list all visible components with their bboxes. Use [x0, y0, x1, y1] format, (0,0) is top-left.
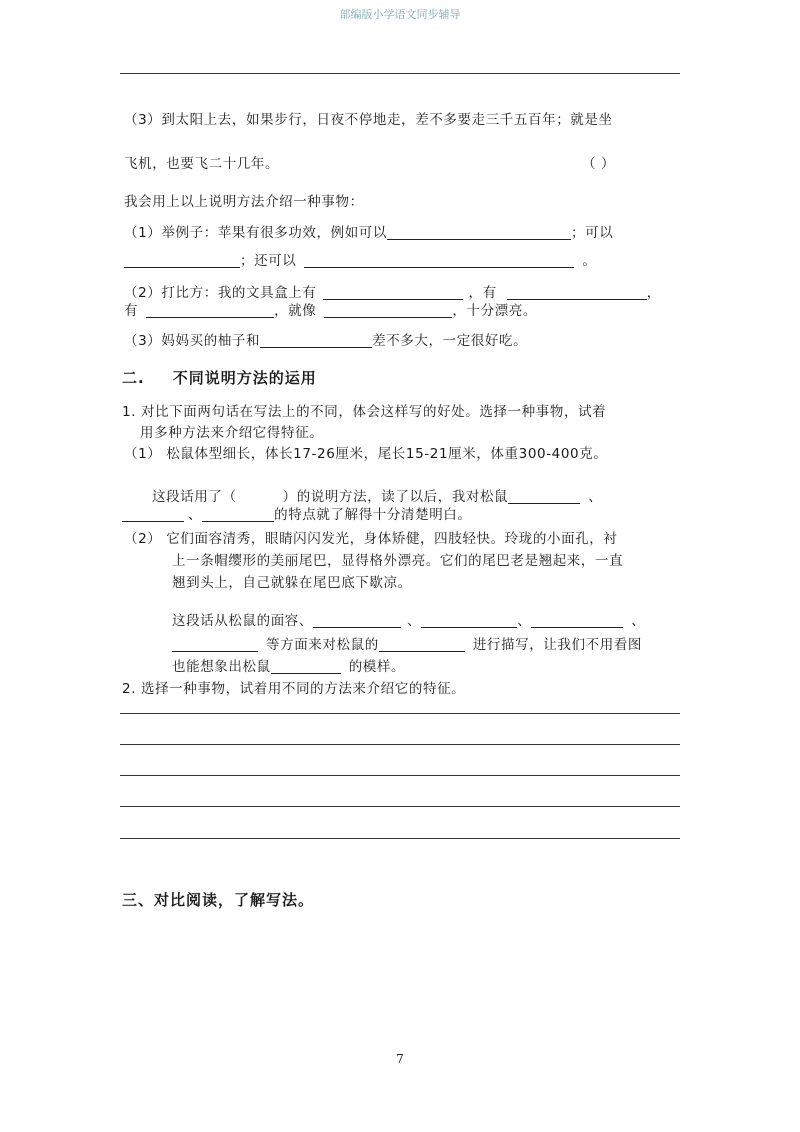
example-3-text-b: 差不多大，一定很好吃。	[372, 333, 528, 349]
answer-blank[interactable]	[323, 285, 463, 300]
s2-answer-text-d: 也能想象出松鼠	[172, 659, 271, 675]
s2-answer-sep-2: 、	[517, 613, 532, 629]
apply-title: 我会用上以上说明方法介绍一种事物：	[124, 194, 364, 210]
answer-blank[interactable]	[531, 613, 623, 628]
example-1-text-b: ；可以	[571, 225, 614, 241]
answer-blank[interactable]	[202, 507, 274, 522]
sentence-1: （1） 松鼠体型细长，体长17-26厘米，尾长15-21厘米，体重300-400克。	[124, 446, 608, 462]
sentence-1-answer-line-1	[152, 485, 602, 505]
s2-answer-text-b: 等方面来对松鼠的	[266, 637, 379, 653]
s1-answer-text-b: ）的说明方法，读了以后，我对松鼠	[282, 489, 509, 505]
example-2-comma: ，	[646, 285, 661, 301]
s2-answer-text-e: 的模样。	[348, 659, 406, 675]
section-2-heading-text: 不同说明方法的运用	[172, 369, 317, 387]
s2-answer-sep-1: 、	[407, 613, 422, 629]
question-1-line-2: 用多种方法来介绍它得特征。	[140, 425, 324, 441]
header-rule	[120, 73, 680, 74]
sentence-1-answer-line-2	[122, 503, 472, 523]
sentence-2-line-2: 上一条帽缨形的美丽尾巴，显得格外漂亮。它们的尾巴老是翘起来，一直	[172, 553, 624, 569]
answer-blank[interactable]	[379, 637, 465, 652]
sentence-2-line-3: 翘到头上，自己就躲在尾巴底下歇凉。	[172, 575, 412, 591]
question-3-line-1: （3）到太阳上去，如果步行，日夜不停地走，差不多要走三千五百年；就是坐	[124, 112, 613, 128]
answer-blank[interactable]	[304, 253, 574, 268]
sentence-2-line-1: （2） 它们面容清秀，眼睛闪闪发光，身体矫健，四肢轻快。玲珑的小面孔，衬	[124, 531, 618, 547]
writing-line[interactable]	[120, 713, 680, 714]
section-2-heading-num: 二.	[122, 369, 145, 387]
s1-answer-sep: 、	[588, 489, 603, 505]
section-2-heading	[122, 367, 317, 388]
writing-line[interactable]	[120, 744, 680, 745]
page-header: 部编版小学语文同步辅导	[339, 8, 461, 21]
example-2-text-a: （2）打比方：我的文具盒上有	[124, 285, 317, 301]
answer-blank[interactable]	[122, 507, 184, 522]
s2-answer-text-c: 进行描写，让我们不用看图	[472, 637, 643, 653]
example-2-text-d: ，就像	[274, 303, 317, 319]
s1-answer-sep-2: 、	[188, 507, 203, 523]
answer-blank[interactable]	[313, 613, 401, 628]
s1-answer-text-a: 这段话用了（	[152, 489, 237, 505]
writing-line[interactable]	[120, 775, 680, 776]
answer-blank[interactable]	[508, 489, 580, 504]
page-number: 7	[396, 1052, 404, 1066]
question-2: 2. 选择一种事物，试着用不同的方法来介绍它的特征。	[122, 681, 466, 697]
question-3-answer-parens: （ ）	[582, 156, 616, 172]
s2-answer-text-a: 这段话从松鼠的面容、	[172, 613, 313, 629]
example-2-line-2	[124, 299, 537, 319]
writing-line[interactable]	[120, 806, 680, 807]
answer-blank[interactable]	[507, 285, 647, 300]
example-2-text-b: ，有	[468, 285, 497, 301]
section-3-heading: 三、对比阅读，了解写法。	[122, 891, 315, 909]
writing-line[interactable]	[120, 838, 680, 839]
answer-blank[interactable]	[421, 613, 517, 628]
sentence-2-answer-line-2	[172, 633, 642, 653]
answer-blank[interactable]	[271, 659, 341, 674]
example-3-text-a: （3）妈妈买的柚子和	[124, 333, 261, 349]
answer-blank[interactable]	[387, 225, 571, 240]
answer-blank[interactable]	[124, 253, 240, 268]
example-1-line-2	[124, 249, 597, 269]
answer-blank[interactable]	[260, 333, 372, 348]
sentence-2-answer-line-3	[172, 655, 405, 675]
question-3-line-2: 飞机，也要飞二十几年。	[124, 156, 280, 172]
example-2-text-e: ，十分漂亮。	[452, 303, 538, 319]
question-1-line-1: 1. 对比下面两句话在写法上的不同，体会这样写的好处。选择一种事物，试着	[122, 404, 607, 420]
sentence-2-answer-line-1	[172, 609, 645, 629]
s1-answer-text-d: 的特点就了解得十分清楚明白。	[274, 507, 472, 523]
s2-answer-sep-3: 、	[631, 613, 646, 629]
answer-blank[interactable]	[146, 303, 274, 318]
example-1-line-1	[124, 221, 613, 241]
example-1-text-c: ；还可以	[240, 253, 297, 269]
answer-blank[interactable]	[172, 637, 258, 652]
example-3-line	[124, 329, 527, 349]
example-2-line-1	[124, 281, 661, 301]
example-2-text-c: 有	[124, 303, 139, 319]
example-1-text-a: （1）举例子：苹果有很多功效，例如可以	[124, 225, 387, 241]
example-1-end: 。	[582, 253, 597, 269]
answer-blank[interactable]	[324, 303, 452, 318]
